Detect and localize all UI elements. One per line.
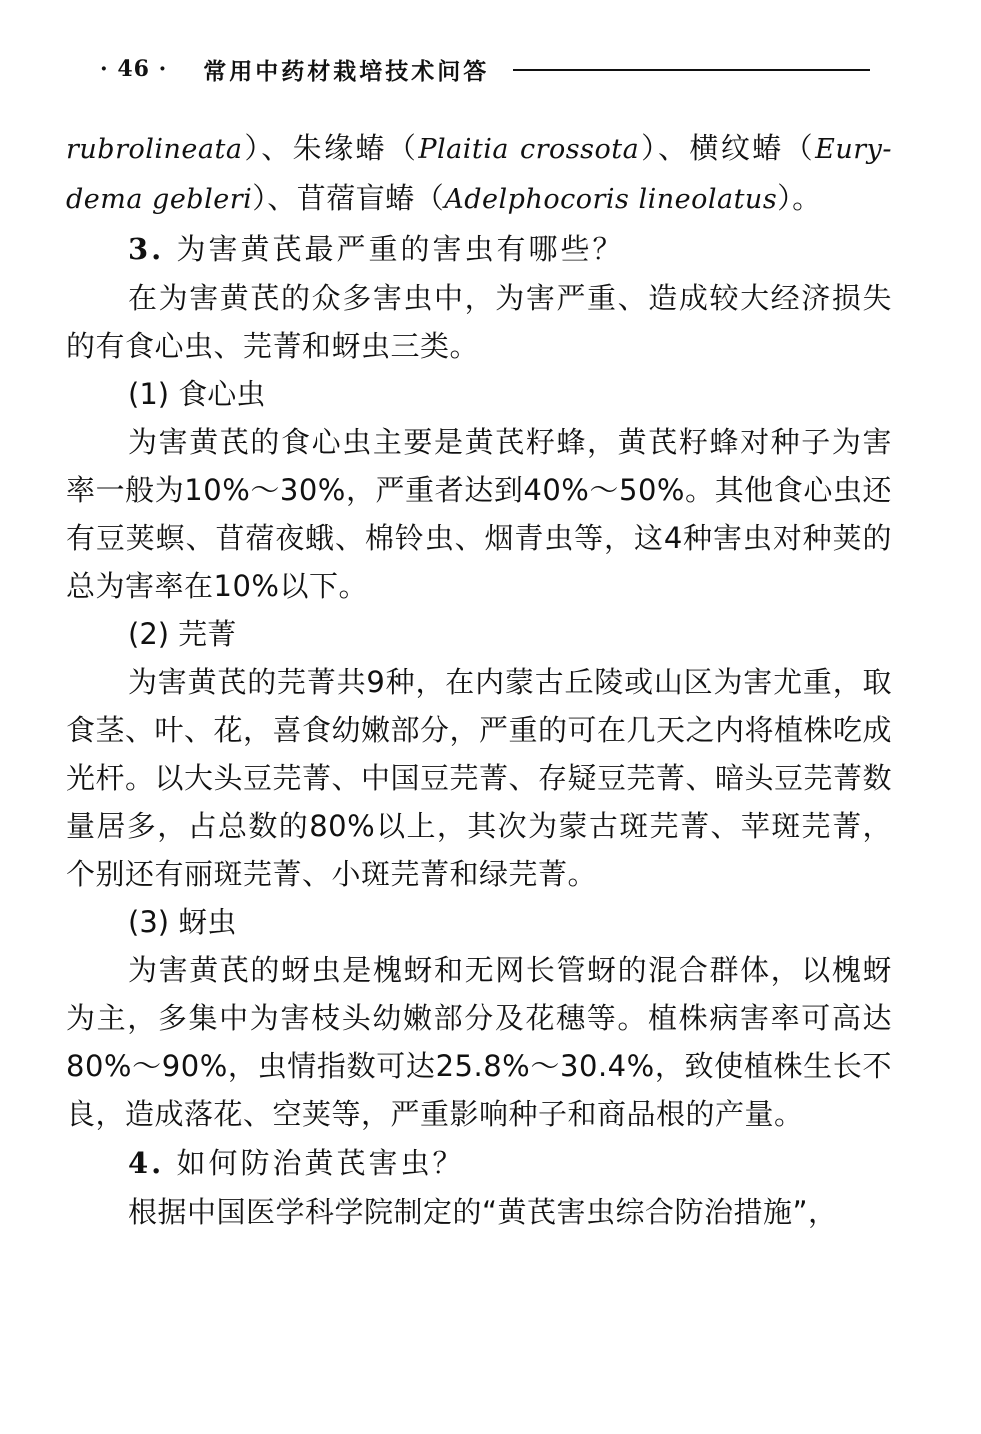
question-number: 4. xyxy=(128,1146,165,1180)
question-title: 为害黄芪最严重的害虫有哪些？ xyxy=(176,232,625,266)
text-run: ）。 xyxy=(777,181,822,215)
page-header xyxy=(100,52,870,86)
question-4-heading xyxy=(66,1138,892,1188)
page-body xyxy=(66,124,892,1236)
text-run: ）、横纹蝽（ xyxy=(639,131,816,165)
text-run: ）、苜蓿盲蝽（ xyxy=(252,181,445,215)
section3-intro: 在为害黄芪的众多害虫中，为害严重、造成较大经济损失的有食心虫、芫菁和蚜虫三类。 xyxy=(66,281,892,363)
subheading-borer: (1) 食心虫 xyxy=(128,377,266,411)
section4-intro: 根据中国医学科学院制定的“黄芪害虫综合防治措施”， xyxy=(128,1195,838,1229)
question-title: 如何防治黄芪害虫？ xyxy=(176,1146,465,1180)
header-rule xyxy=(513,69,870,71)
paragraph-borer: 为害黄芪的食心虫主要是黄芪籽蜂，黄芪籽蜂对种子为害率一般为10%～30%，严重者达到40%～50%。其他食心虫还有豆荚螟、苜蓿夜蛾、棉铃虫、烟青虫等，这4种害虫对种荚的总为害率在10%以下。 xyxy=(66,425,892,603)
latin-name: Plaitia crossota xyxy=(418,134,640,165)
subheading-aphid: (3) 蚜虫 xyxy=(128,905,237,939)
book-title: 常用中药材栽培技术问答 xyxy=(203,57,490,85)
paragraph-aphid: 为害黄芪的蚜虫是槐蚜和无网长管蚜的混合群体，以槐蚜为主，多集中为害枝头幼嫩部分及花穗等。植株病害率可高达80%～90%，虫情指数可达25.8%～30.4%，致使植株生长不良，造成落花、空荚等，严重影响种子和商品根的产量。 xyxy=(66,953,892,1131)
page-number: · 46 · xyxy=(100,56,168,82)
latin-name: Adelphocoris lineolatus xyxy=(444,184,778,215)
continuation-paragraph xyxy=(66,124,892,224)
text-run: ）、朱缘蝽（ xyxy=(242,131,419,165)
paragraph-blister-beetle: 为害黄芪的芫菁共9种，在内蒙古丘陵或山区为害尤重，取食茎、叶、花，喜食幼嫩部分，严重的可在几天之内将植株吃成光杆。以大头豆芫菁、中国豆芫菁、存疑豆芫菁、暗头豆芫菁数量居多，占总数的80%以上，其次为蒙古斑芫菁、苹斑芫菁，个别还有丽斑芫菁、小斑芫菁和绿芫菁。 xyxy=(66,665,893,891)
latin-name: rubrolineata xyxy=(66,134,243,165)
question-3-heading xyxy=(66,224,892,274)
subheading-blister-beetle: (2) 芫菁 xyxy=(128,617,237,651)
latin-name: Eury-dema gebleri xyxy=(66,134,892,215)
question-number: 3. xyxy=(128,232,165,266)
